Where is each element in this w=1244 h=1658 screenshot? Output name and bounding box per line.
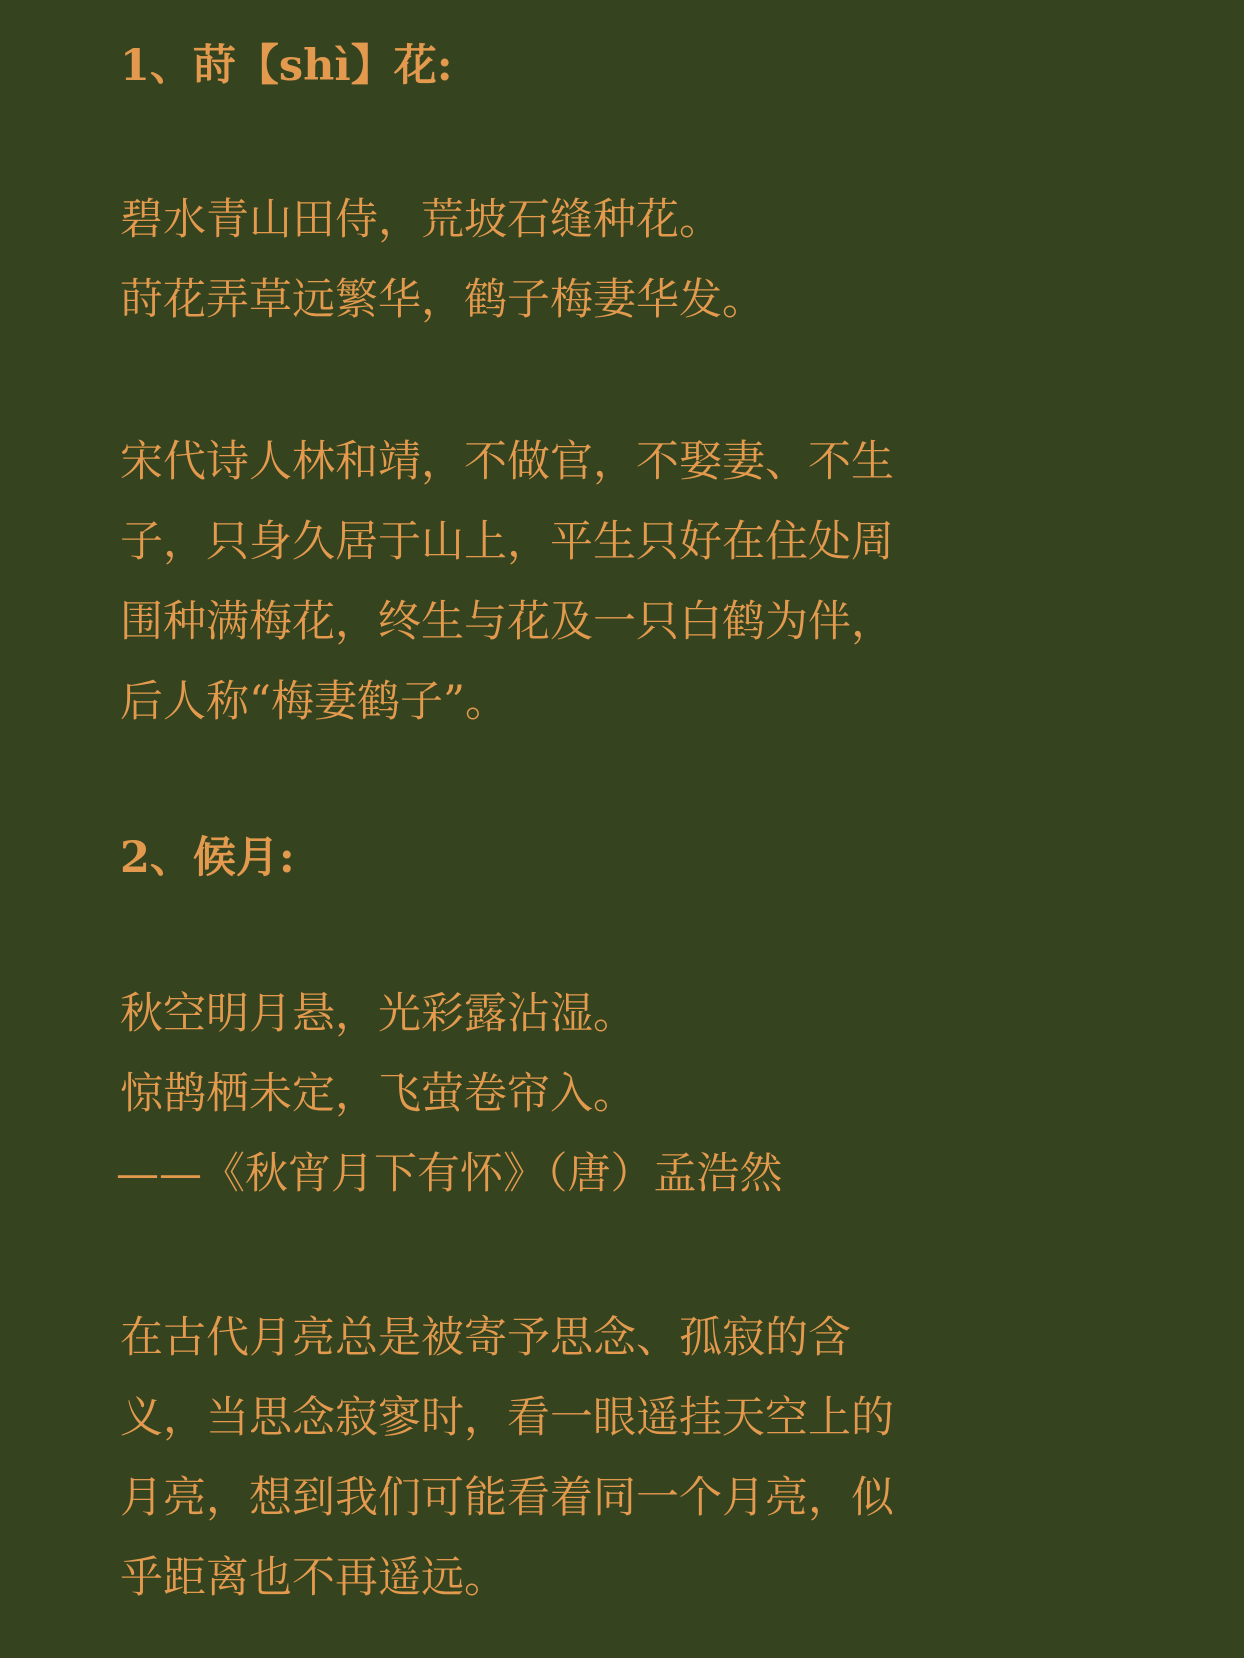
poem-line: 惊鹊栖未定，飞萤卷帘入。 [120,1069,636,1119]
section-2-heading: 2、候月: [120,833,295,883]
poem-line: 碧水青山田侍，荒坡石缝种花。 [120,195,722,245]
explanation-line: 义，当思念寂寥时，看一眼遥挂天空上的 [120,1393,894,1443]
explanation-line: 子，只身久居于山上，平生只好在住处周 [120,517,894,567]
explanation-line: 宋代诗人林和靖，不做官，不娶妻、不生 [120,437,894,487]
explanation-line: 后人称“梅妻鹤子”。 [120,677,508,727]
section-1-heading: 1、莳【shì】花: [120,41,453,91]
poem-line: 秋空明月悬，光彩露沾湿。 [120,989,636,1039]
article-body [116,34,1100,1618]
section-1-poem [120,180,1100,340]
poem-line: 莳花弄草远繁华，鹤子梅妻华发。 [120,275,765,325]
explanation-line: 在古代月亮总是被寄予思念、孤寂的含 [120,1313,851,1363]
section-2-explanation [120,1298,1100,1618]
explanation-line: 月亮，想到我们可能看着同一个月亮，似 [120,1473,894,1523]
explanation-line: 围种满梅花，终生与花及一只白鹤为伴， [120,597,894,647]
explanation-line: 乎距离也不再遥远。 [120,1553,507,1603]
section-1-explanation [120,422,1100,742]
poem-attribution: ——《秋宵月下有怀》（唐）孟浩然 [116,1149,783,1199]
section-2-poem [116,974,1100,1214]
